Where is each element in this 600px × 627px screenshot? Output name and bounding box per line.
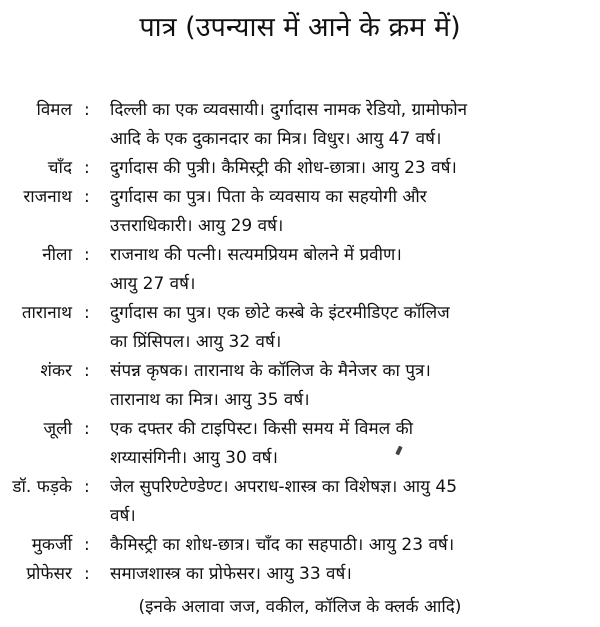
description-line: समाजशास्त्र का प्रोफेसर। आयु 33 वर्ष। (110, 564, 352, 584)
character-entry-dr-phadke (0, 473, 600, 531)
character-entry-taranath (0, 299, 600, 357)
description-line: दिल्ली का एक व्यवसायी। दुर्गादास नामक रेडियो, ग्रामोफोन (110, 100, 468, 120)
description-line: संपन्न कृषक। तारानाथ के कॉलिज के मैनेजर का पुत्र। (110, 361, 431, 381)
character-description (110, 299, 598, 357)
character-entry-chand (0, 154, 600, 183)
character-name: राजनाथ (23, 187, 72, 207)
character-list (0, 96, 600, 589)
description-line: वर्ष। (110, 506, 136, 526)
character-entry-vimal (0, 96, 600, 154)
character-entry-professor (0, 560, 600, 589)
character-name: तारानाथ (21, 303, 72, 323)
character-name: मुकर्जी (31, 535, 72, 555)
separator-colon: : (84, 419, 90, 439)
separator-colon: : (84, 245, 90, 265)
character-description (110, 531, 598, 560)
description-line: दुर्गादास की पुत्री। कैमिस्ट्री की शोध-छात्रा। आयु 23 वर्ष। (110, 158, 457, 178)
character-name: चाँद (47, 158, 72, 178)
page-title: पात्र (उपन्यास में आने के क्रम में) (139, 12, 461, 43)
character-description (110, 560, 598, 589)
description-line: दुर्गादास का पुत्र। एक छोटे कस्बे के इंटरमीडिएट कॉलिज (110, 303, 450, 323)
description-line: तारानाथ का मित्र। आयु 35 वर्ष। (110, 390, 310, 410)
character-name: जूली (43, 419, 72, 439)
description-line: आदि के एक दुकानदार का मित्र। विधुर। आयु 47 वर्ष। (110, 129, 442, 149)
character-description (110, 241, 598, 299)
description-line: आयु 27 वर्ष। (110, 274, 196, 294)
character-entry-shankar (0, 357, 600, 415)
separator-colon: : (84, 158, 90, 178)
description-line: शय्यासंगिनी। आयु 30 वर्ष। (110, 448, 278, 468)
separator-colon: : (84, 477, 90, 497)
separator-colon: : (84, 535, 90, 555)
character-description (110, 357, 598, 415)
description-line: दुर्गादास का पुत्र। पिता के व्यवसाय का सहयोगी और (110, 187, 427, 207)
description-line: उत्तराधिकारी। आयु 29 वर्ष। (110, 216, 284, 236)
separator-colon: : (84, 361, 90, 381)
separator-colon: : (84, 564, 90, 584)
character-name: डॉ. फड़के (12, 477, 72, 497)
character-description (110, 415, 598, 473)
description-line: राजनाथ की पत्नी। सत्यमप्रियम बोलने में प्रवीण। (110, 245, 402, 265)
character-name: नीला (42, 245, 72, 265)
description-line: का प्रिंसिपल। आयु 32 वर्ष। (110, 332, 282, 352)
separator-colon: : (84, 303, 90, 323)
character-entry-mukerji (0, 531, 600, 560)
separator-colon: : (84, 187, 90, 207)
character-name: विमल (36, 100, 72, 120)
description-line: एक दफ्तर की टाइपिस्ट। किसी समय में विमल की (110, 419, 414, 439)
character-entry-rajnath (0, 183, 600, 241)
description-line: जेल सुपरिण्टेण्डेण्ट। अपराध-शास्त्र का विशेषज्ञ। आयु 45 (110, 477, 458, 497)
character-description (110, 183, 598, 241)
description-line: कैमिस्ट्री का शोध-छात्र। चाँद का सहपाठी। आयु 23 वर्ष। (110, 535, 455, 555)
footer-note: (इनके अलावा जज, वकील, कॉलिज के क्लर्क आदि) (138, 597, 462, 617)
character-description (110, 96, 598, 154)
character-description (110, 154, 598, 183)
character-name: प्रोफेसर (26, 564, 72, 584)
character-entry-neela (0, 241, 600, 299)
character-name: शंकर (40, 361, 72, 381)
character-description (110, 473, 598, 531)
character-entry-julie (0, 415, 600, 473)
separator-colon: : (84, 100, 90, 120)
